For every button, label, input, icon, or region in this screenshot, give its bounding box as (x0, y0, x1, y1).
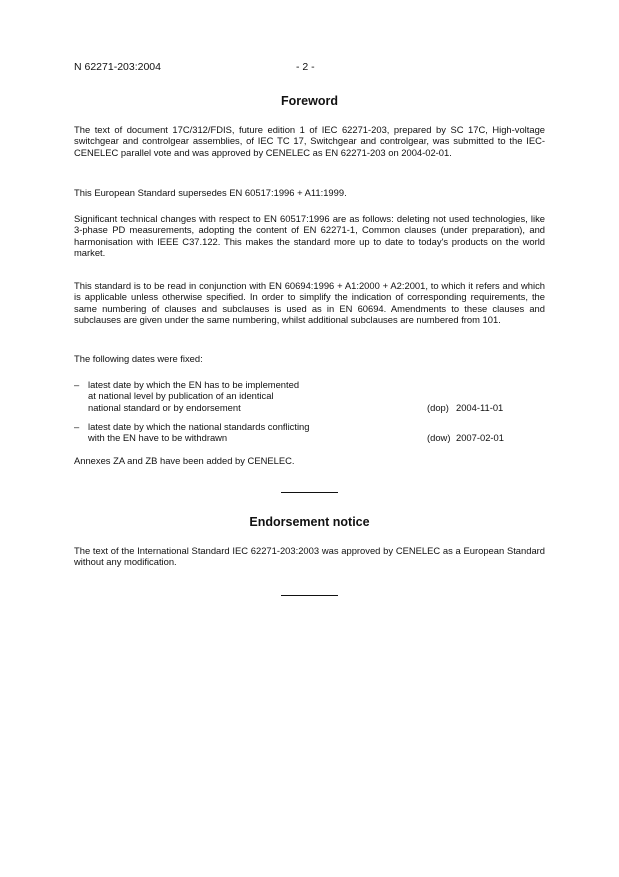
endorsement-title: Endorsement notice (249, 515, 370, 529)
annexes-note: Annexes ZA and ZB have been added by CENELEC. (74, 455, 295, 466)
date-code: (dop) (427, 402, 449, 413)
list-dash: – (74, 379, 80, 390)
foreword-paragraph-2: This European Standard supersedes EN 60517:1996 + A11:1999. (74, 187, 347, 198)
foreword-paragraph-1: The text of document 17C/312/FDIS, future edition 1 of IEC 62271-203, prepared by SC 17C, High-voltage switchgear and controlgear assemblies, of IEC TC 17, Switchgear and controlgear, was submitted to the IEC-CENELEC parallel vote and was approved by CENELEC as EN 62271-203 on 2004-02-01. (74, 124, 545, 158)
endorsement-text: The text of the International Standard IEC 62271-203:2003 was approved by CENELEC as a European Standard without any modification. (74, 545, 545, 568)
dates-intro: The following dates were fixed: (74, 353, 203, 364)
date-value: 2004-11-01 (456, 402, 504, 413)
list-dash: – (74, 421, 80, 432)
date-value: 2007-02-01 (456, 432, 504, 443)
date-item-description: latest date by which the national standards conflicting with the EN have to be withdrawn (88, 421, 310, 444)
date-code: (dow) (427, 432, 451, 443)
date-item-dop (74, 379, 545, 414)
foreword-paragraph-3: Significant technical changes with respect to EN 60517:1996 are as follows: deleting not used technologies, like 3-phase PD measurements, adopting the content of EN 62271-1, Common clauses (under preparation), and harmonisation with IEEE C37.122. This makes the standard more up to date to today's products on the world market. (74, 213, 545, 259)
foreword-title: Foreword (281, 94, 338, 108)
document-id: N 62271-203:2004 (74, 61, 161, 73)
foreword-paragraph-4: This standard is to be read in conjunction with EN 60694:1996 + A1:2000 + A2:2001, to which it refers and which is applicable unless otherwise specified. In order to simplify the indication of corresponding requirements, the same numbering of clauses and subclauses is used as in EN 60694. Amendments to these clauses and subclauses are given under the same numbering, whilst additional subclauses are numbered from 101. (74, 280, 545, 326)
date-item-dow (74, 421, 545, 445)
section-divider (281, 595, 338, 596)
section-divider (281, 492, 338, 493)
date-item-description: latest date by which the EN has to be implemented at national level by publication of an identical national standard or by endorsement (88, 379, 300, 413)
page-number: - 2 - (296, 61, 315, 73)
